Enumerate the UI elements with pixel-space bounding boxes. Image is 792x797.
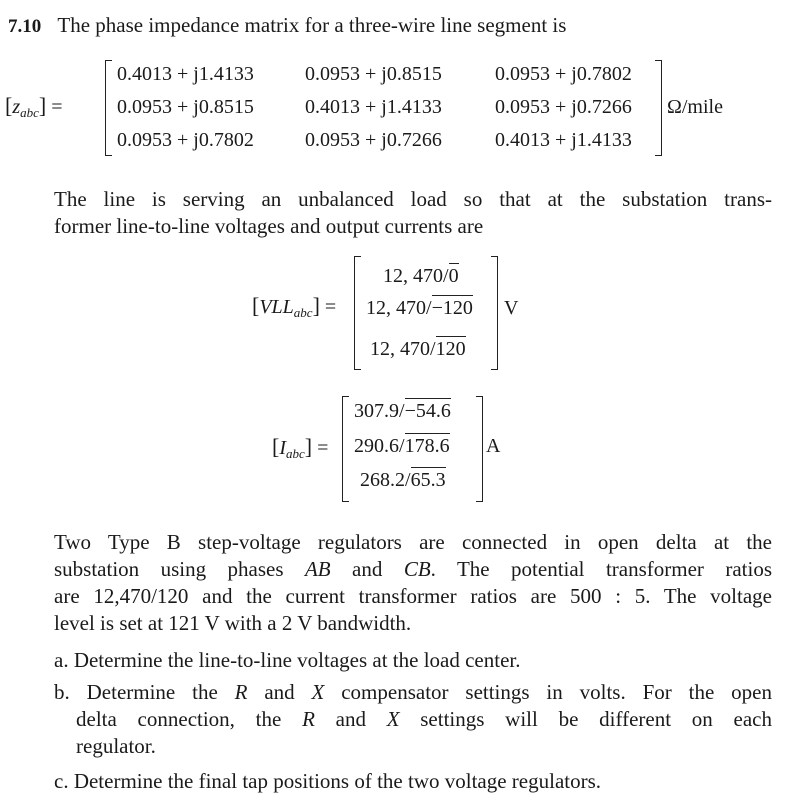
part-a: a. Determine the line-to-line voltages at the load center. <box>54 648 521 672</box>
zabc-cell: 0.0953 + j0.7266 <box>305 129 442 151</box>
zabc-unit: Ω/mile <box>667 96 723 118</box>
vll-entry: 12, 470/−120 <box>366 297 473 319</box>
paragraph-load-description: The line is serving an unbalanced load so that at the substation trans- former line-to-line voltages and output currents are <box>54 187 772 238</box>
vll-entry: 12, 470/0 <box>383 265 459 287</box>
part-b: b. Determine the R and X compensator settings in volts. For the open delta connection, the R and X settings will be different on each regulator. <box>54 680 772 758</box>
zabc-cell: 0.0953 + j0.7266 <box>495 96 632 118</box>
zabc-cell: 0.4013 + j1.4133 <box>117 63 254 85</box>
iabc-entry: 307.9/−54.6 <box>354 400 451 422</box>
iabc-right-bracket <box>476 396 483 502</box>
vll-right-bracket <box>491 256 498 370</box>
zabc-cell: 0.0953 + j0.7802 <box>495 63 632 85</box>
paragraph-regulators: Two Type B step-voltage regulators are connected in open delta at the substation using phases AB and CB. The potential transformer ratios are 12,470/120 and the current transformer ratios are 500 : 5. The voltage level is set at 121 V with a 2 V bandwidth. <box>54 530 772 635</box>
zabc-cell: 0.0953 + j0.8515 <box>305 63 442 85</box>
iabc-entry: 290.6/178.6 <box>354 435 450 457</box>
iabc-unit: A <box>486 435 501 457</box>
zabc-cell: 0.0953 + j0.8515 <box>117 96 254 118</box>
vll-unit: V <box>504 297 519 319</box>
part-c: c. Determine the final tap positions of the two voltage regulators. <box>54 769 602 793</box>
problem-number: 7.10 <box>8 16 42 37</box>
zabc-right-bracket <box>655 60 662 156</box>
zabc-cell: 0.4013 + j1.4133 <box>305 96 442 118</box>
iabc-label: $[I_{abc}]$ = <box>272 434 329 461</box>
zabc-left-bracket <box>105 60 112 156</box>
problem-header <box>8 12 566 40</box>
iabc-left-bracket <box>342 396 349 502</box>
vll-left-bracket <box>354 256 361 370</box>
zabc-cell: 0.0953 + j0.7802 <box>117 129 254 151</box>
zabc-label: $[z_{abc}]$ = <box>5 93 63 120</box>
vll-label: $[VLL_{abc}]$ = <box>252 293 337 320</box>
zabc-cell: 0.4013 + j1.4133 <box>495 129 632 151</box>
iabc-entry: 268.2/65.3 <box>360 469 446 491</box>
problem-statement: The phase impedance matrix for a three-wire line segment is <box>57 13 567 37</box>
vll-entry: 12, 470/120 <box>370 338 466 360</box>
